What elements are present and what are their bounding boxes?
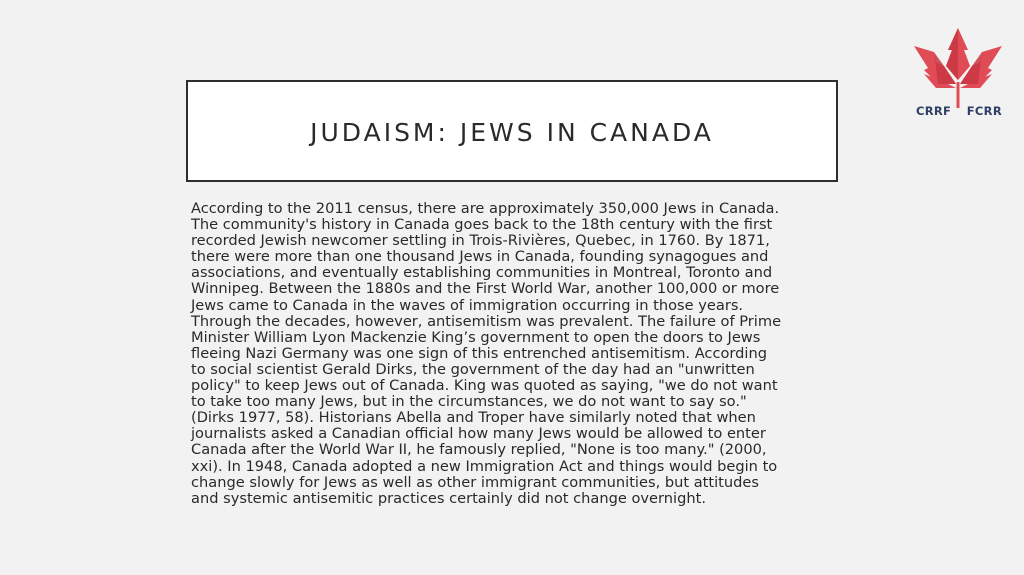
slide-title: JUDAISM: JEWS IN CANADA [310,117,714,147]
slide-body-text: According to the 2011 census, there are approximately 350,000 Jews in Canada. The community's history in Canada goes back to the 18th century with the first recorded Jewish newcomer settling in Trois-Rivières, Quebec, in 1760. By 1871, there were more than one thousand Jews in Canada, founding synagogues and associations, and eventually establishing communities in Montreal, Toronto and Winnipeg. Between the 1880s and the First World War, another 100,000 or more Jews came to Canada in the waves of immigration occurring in those years. Through the decades, however, antisemitism was prevalent. The failure of Prime Minister William Lyon Mackenzie King’s government to open the doors to Jews fleeing Nazi Germany was one sign of this entrenched antisemitism. According to social scientist Gerald Dirks, the government of the day had an "unwritten policy" to keep Jews out of Canada. King was quoted as saying, "we do not want to take too many Jews, but in the circumstances, we do not want to say so." (Dirks 1977, 58). Historians Abella and Troper have similarly noted that when journalists asked a Canadian official how many Jews would be allowed to enter Canada after the World War II, he famously replied, "None is too many." (2000, xxi). In 1948, Canada adopted a new Immigration Act and things would begin to change slowly for Jews as well as other immigrant communities, but attitudes and systemic antisemitic practices certainly did not change overnight. [191,200,782,507]
logo-text-fcrr: FCRR [966,104,1002,118]
logo-text-crrf: CRRF [916,104,952,118]
maple-leaf-icon [910,28,1006,108]
crrf-fcrr-logo [906,28,1010,124]
title-box [186,80,838,182]
